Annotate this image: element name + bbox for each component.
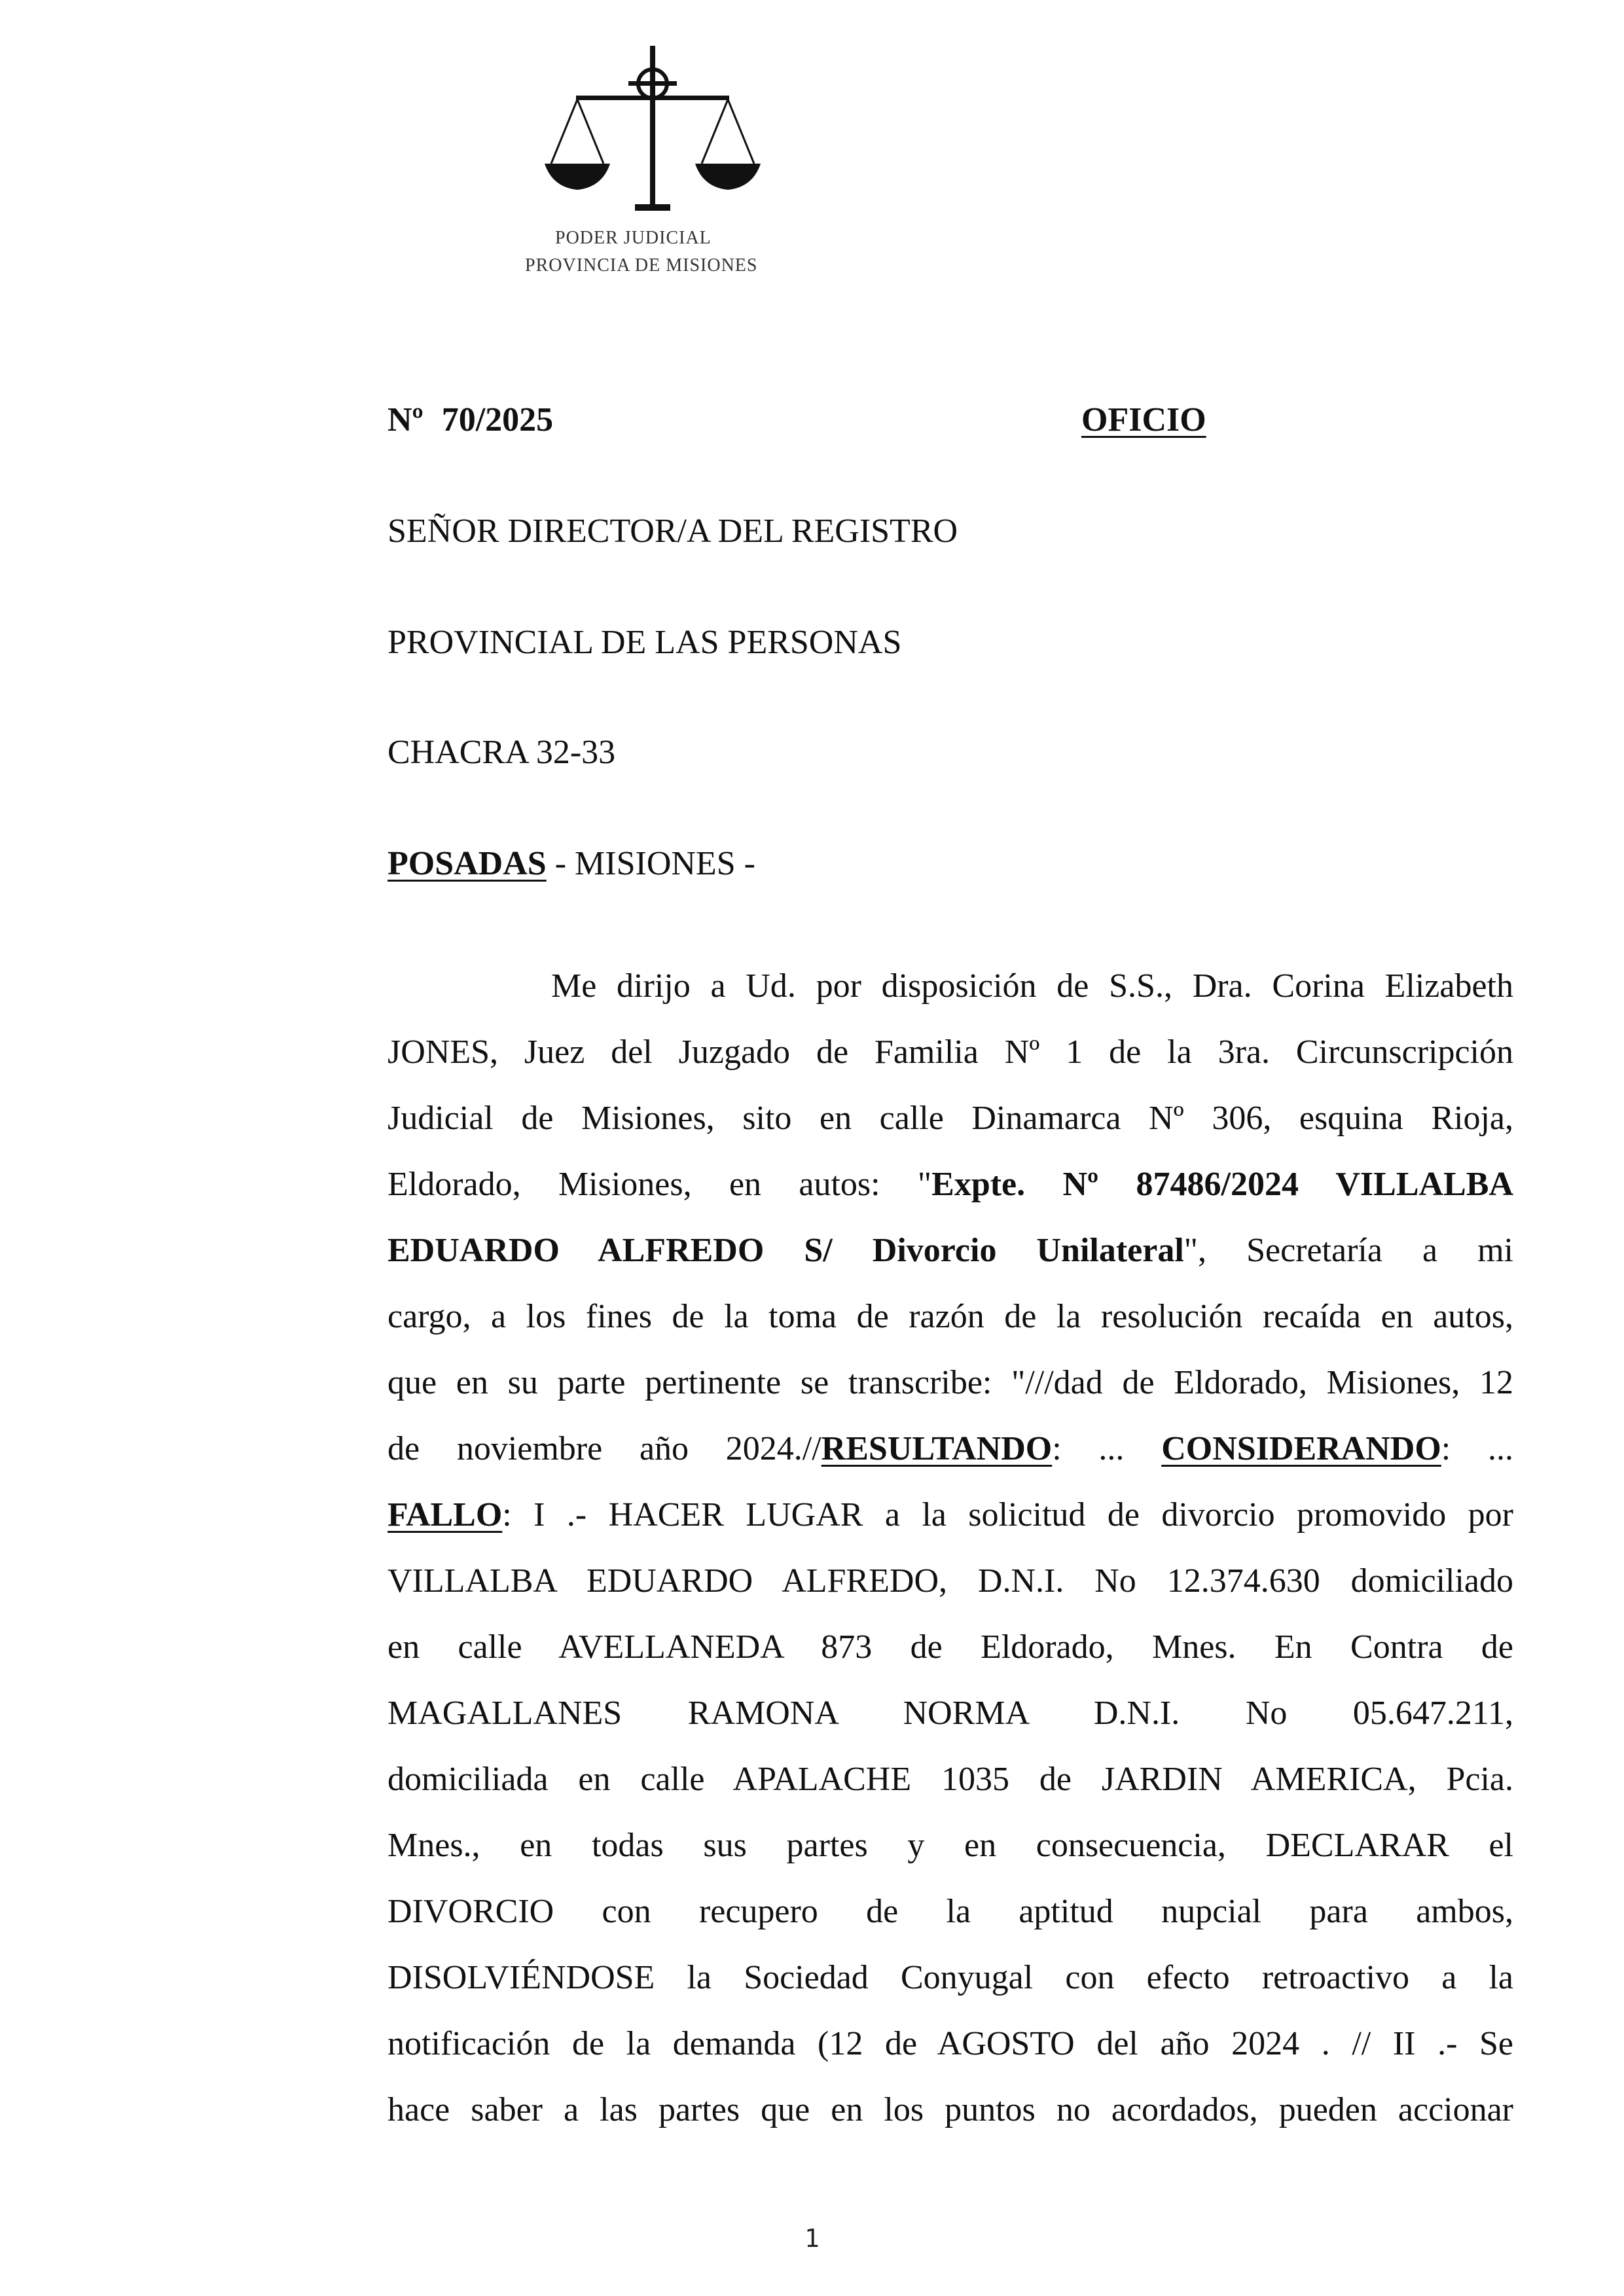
number-symbol: Nº xyxy=(388,401,424,439)
body-line xyxy=(388,1482,1513,1548)
body-line: hace saber a las partes que en los puntos no acordados, pueden accionar xyxy=(388,2091,1513,2128)
body-line: DIVORCIO con recupero de la aptitud nupcial para ambos, xyxy=(388,1893,1513,1930)
page-number: 1 xyxy=(804,2224,820,2253)
address-line3: CHACRA 32-33 xyxy=(388,734,616,771)
body-line: que en su parte pertinente se transcribe: "///dad de Eldorado, Misiones, 12 xyxy=(388,1364,1513,1401)
seal-text-line1: PODER JUDICIAL xyxy=(555,228,712,248)
body-line xyxy=(388,1416,1513,1482)
body-text-run: ", Secretaría a mi xyxy=(1183,1232,1513,1269)
body-text-run: de noviembre año 2024.// xyxy=(388,1430,821,1467)
body-text-run: : ... xyxy=(1441,1430,1513,1467)
body-line: Me dirijo a Ud. por disposición de S.S., Dra. Corina Elizabeth xyxy=(551,967,1513,1005)
body-line xyxy=(388,1151,1513,1217)
body-line: Mnes., en todas sus partes y en consecuencia, DECLARAR el xyxy=(388,1827,1513,1864)
address-city-line xyxy=(388,844,755,883)
body-line: en calle AVELLANEDA 873 de Eldorado, Mnes. En Contra de xyxy=(388,1628,1513,1666)
document-type: OFICIO xyxy=(1081,401,1206,439)
case-file-bold: Expte. Nº 87486/2024 VILLALBA xyxy=(931,1166,1513,1203)
body-line: VILLALBA EDUARDO ALFREDO, D.N.I. No 12.374.630 domiciliado xyxy=(388,1562,1513,1600)
considerando-heading: CONSIDERANDO xyxy=(1161,1430,1441,1467)
scales-of-justice-icon xyxy=(537,39,772,223)
body-line: cargo, a los fines de la toma de razón de la resolución recaída en autos, xyxy=(388,1298,1513,1335)
resultando-heading: RESULTANDO xyxy=(821,1430,1053,1467)
body-line: MAGALLANES RAMONA NORMA D.N.I. No 05.647.211, xyxy=(388,1695,1513,1732)
body-line: domiciliada en calle APALACHE 1035 de JARDIN AMERICA, Pcia. xyxy=(388,1761,1513,1798)
document-number xyxy=(388,401,553,439)
address-city: POSADAS xyxy=(388,845,547,882)
body-text-run: : I .- HACER LUGAR a la solicitud de divorcio promovido por xyxy=(502,1496,1513,1534)
address-province: - MISIONES - xyxy=(546,845,755,882)
case-title-bold: EDUARDO ALFREDO S/ Divorcio Unilateral xyxy=(388,1232,1184,1269)
body-text-run: Eldorado, Misiones, en autos: " xyxy=(388,1166,932,1203)
address-line2: PROVINCIAL DE LAS PERSONAS xyxy=(388,624,902,661)
body-text-run: : ... xyxy=(1052,1430,1162,1467)
letter-body xyxy=(388,953,1513,2143)
body-line: DISOLVIÉNDOSE la Sociedad Conyugal con efecto retroactivo a la xyxy=(388,1959,1513,1996)
body-line: JONES, Juez del Juzgado de Familia Nº 1 de la 3ra. Circunscripción xyxy=(388,1033,1513,1071)
address-line1: SEÑOR DIRECTOR/A DEL REGISTRO xyxy=(388,512,958,550)
body-line xyxy=(388,1217,1513,1283)
body-line: notificación de la demanda (12 de AGOSTO del año 2024 . // II .- Se xyxy=(388,2025,1513,2062)
body-line: Judicial de Misiones, sito en calle Dinamarca Nº 306, esquina Rioja, xyxy=(388,1100,1513,1137)
seal-text-line2: PROVINCIA DE MISIONES xyxy=(525,255,758,276)
number-value: 70/2025 xyxy=(441,401,554,439)
judicial-seal xyxy=(511,39,799,288)
fallo-heading: FALLO xyxy=(388,1496,503,1534)
